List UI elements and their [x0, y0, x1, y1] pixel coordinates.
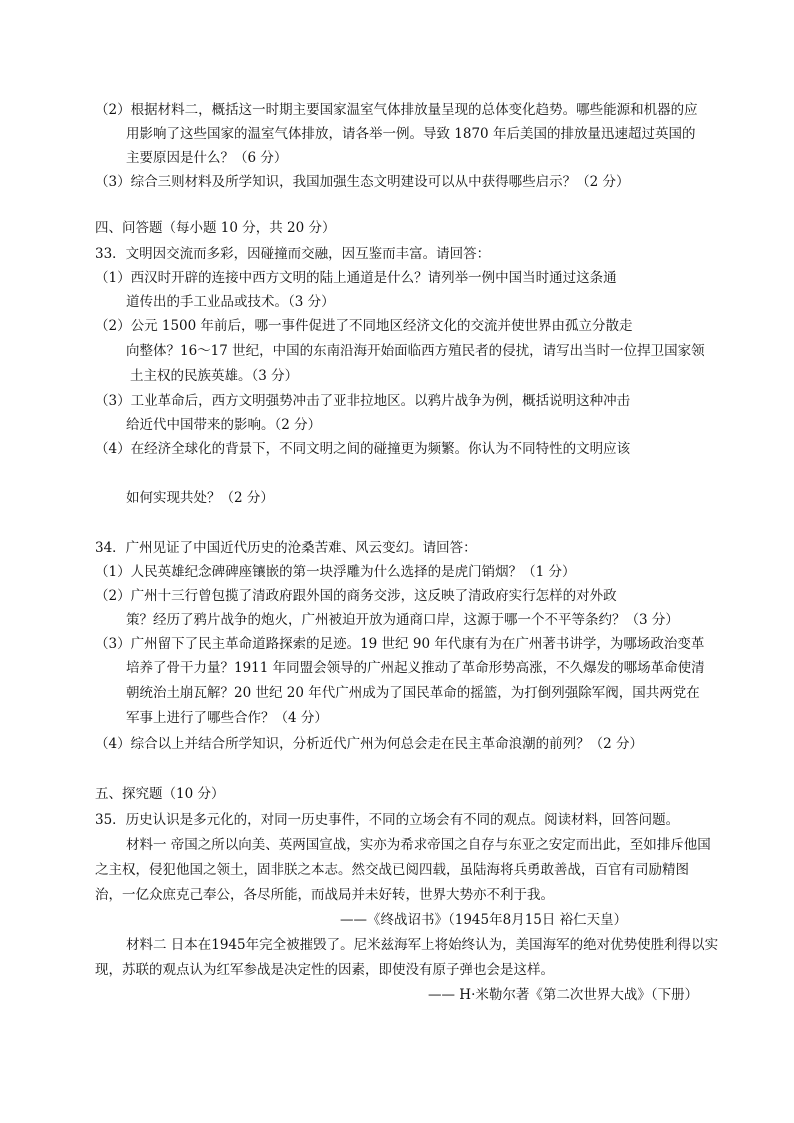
q34-intro: 34．广州见证了中国近代历史的沧桑苦难、风云变幻。请回答：: [95, 540, 477, 556]
q34-2-line1: （2）广州十三行曾包揽了清政府跟外国的商务交涉，这反映了清政府实行怎样的对外政: [95, 588, 617, 604]
q33-2-line3: 土主权的民族英雄。（3 分）: [130, 368, 299, 384]
q34-3-line3: 朝统治土崩瓦解？20 世纪 20 年代广州成为了国民革命的摇篮，为打倒列强除军阀，国共两党在: [126, 685, 700, 701]
q34-1-line1: （1）人民英雄纪念碑碑座镶嵌的第一块浮雕为什么选择的是虎门销烟？（1 分）: [95, 564, 576, 580]
q32-2-line1: （2）根据材料二，概括这一时期主要国家温室气体排放量呈现的总体变化趋势。哪些能源和机器的应: [95, 102, 698, 118]
q33-1-line1: （1）西汉时开辟的连接中西方文明的陆上通道是什么？请列举一例中国当时通过这条通: [95, 270, 617, 286]
material-two-line1: 材料二 日本在1945年完全被摧毁了。尼米兹海军上将始终认为，美国海军的绝对优势使胜利得以实: [126, 937, 719, 953]
material-one-line3: 治，一亿众庶克己奉公，各尽所能，而战局并未好转，世界大势亦不利于我。: [95, 887, 554, 903]
q34-3-line4: 军事上进行了哪些合作？（4 分）: [126, 710, 328, 726]
q33-2-line2: 向整体？16～17 世纪，中国的东南沿海开始面临西方殖民者的侵扰，请写出当时一位捍卫国家领: [126, 343, 705, 359]
q33-4-line1: （4）在经济全球化的背景下，不同文明之间的碰撞更为频繁。你认为不同特性的文明应该: [95, 441, 631, 457]
material-one-line1: 材料一 帝国之所以向美、英两国宣战，实亦为希求帝国之自存与东亚之安定而出此，至如排斥他国: [126, 837, 711, 853]
material-one-line2: 之主权，侵犯他国之领土，固非朕之本志。然交战已阅四载，虽陆海将兵勇敢善战，百官有司励精图: [95, 862, 689, 878]
q33-2-line1: （2）公元 1500 年前后，哪一事件促进了不同地区经济文化的交流并使世界由孤立分散走: [95, 318, 633, 334]
q34-4-line1: （4）综合以上并结合所学知识，分析近代广州为何总会走在民主革命浪潮的前列？（2 分）: [95, 736, 643, 752]
q34-3-line2: 培养了骨干力量？1911 年同盟会领导的广州起义推动了革命形势高涨，不久爆发的哪场革命使清: [126, 660, 705, 676]
section-five-heading: 五、探究题（10 分）: [95, 786, 225, 802]
q33-intro: 33．文明因交流而多彩，因碰撞而交融，因互鉴而丰富。请回答：: [95, 246, 491, 262]
material-one-source: ——《终战诏书》（1945年8月15日 裕仁天皇）: [340, 912, 628, 928]
material-two-line2: 现，苏联的观点认为红军参战是决定性的因素，即使没有原子弹也会是这样。: [95, 962, 554, 978]
q34-3-line1: （3）广州留下了民主革命道路探索的足迹。19 世纪 90 年代康有为在广州著书讲学，为哪场政治变革: [95, 636, 705, 652]
q34-2-line2: 策？经历了鸦片战争的炮火，广州被迫开放为通商口岸，这源于哪一个不平等条约？（3 分）: [126, 612, 679, 628]
q33-3-line2: 给近代中国带来的影响。（2 分）: [126, 417, 322, 433]
q33-3-line1: （3）工业革命后，西方文明强势冲击了亚非拉地区。以鸦片战争为例，概括说明这种冲击: [95, 393, 631, 409]
q32-2-line2: 用影响了这些国家的温室气体排放，请各举一例。导致 1870 年后美国的排放量迅速超过英国的: [126, 126, 696, 142]
material-two-source: —— H·米勒尔著《第二次世界大战》（下册）: [428, 987, 699, 1003]
q32-2-line3: 主要原因是什么？（6 分）: [126, 150, 288, 166]
q33-4-line2: 如何实现共处？（2 分）: [126, 490, 274, 506]
q35-intro: 35．历史认识是多元化的，对同一历史事件，不同的立场会有不同的观点。阅读材料，回答问题。: [95, 812, 680, 828]
section-four-heading: 四、问答题（每小题 10 分，共 20 分）: [95, 220, 336, 236]
q33-1-line2: 道传出的手工业品或技术。（3 分）: [126, 294, 335, 310]
q32-3-line1: （3）综合三则材料及所学知识，我国加强生态文明建设可以从中获得哪些启示？（2 分）: [95, 174, 630, 190]
